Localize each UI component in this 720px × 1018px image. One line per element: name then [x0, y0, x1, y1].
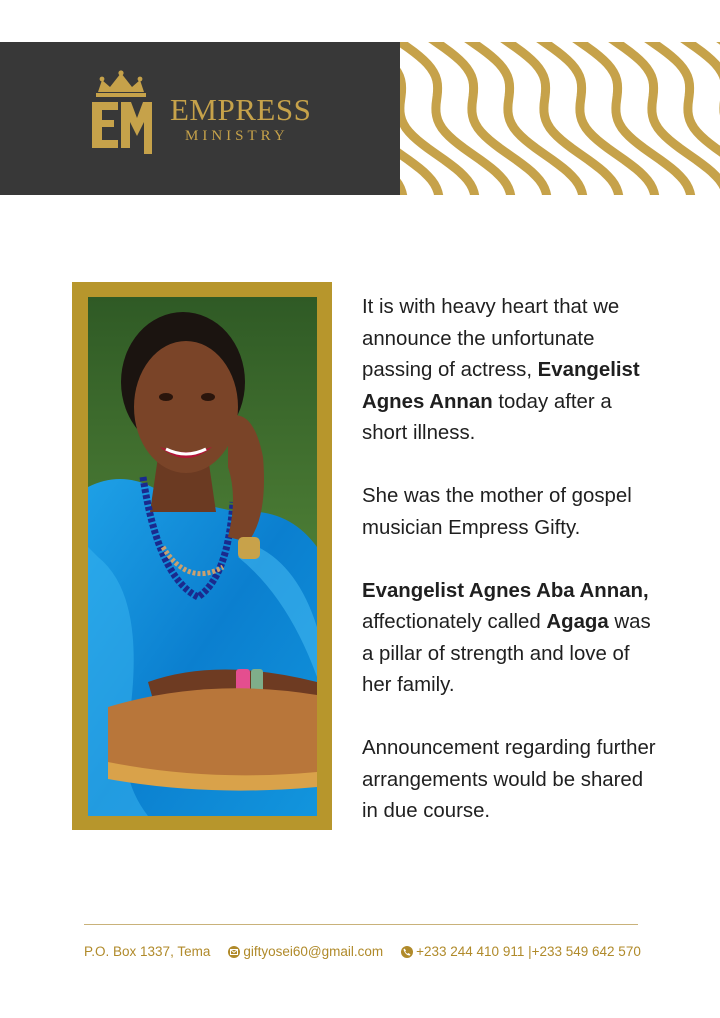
paragraph-3: Evangelist Agnes Aba Annan, affectionately called Agaga was a pillar of strength and love of her family.	[362, 579, 651, 696]
email-icon	[228, 946, 240, 958]
footer-email[interactable]: giftyosei60@gmail.com	[243, 943, 384, 959]
header-banner	[0, 42, 720, 195]
empress-logo-icon	[88, 70, 154, 156]
brand-subtitle: MINISTRY	[185, 128, 289, 144]
footer-divider	[84, 924, 638, 925]
portrait-photo	[88, 297, 317, 816]
footer-address: P.O. Box 1337, Tema	[84, 943, 211, 959]
brand-name: EMPRESS	[170, 92, 312, 127]
announcement-text	[362, 292, 662, 859]
header-brand-panel	[0, 42, 400, 195]
paragraph-2: She was the mother of gospel musician Empress Gifty.	[362, 485, 632, 539]
phone-icon	[401, 946, 413, 958]
footer-phones[interactable]: +233 244 410 911 |+233 549 642 570	[416, 943, 641, 959]
wave-pattern-graphic	[400, 42, 720, 195]
paragraph-1: It is with heavy heart that we announce the unfortunate passing of actress, Evangelist Agnes Annan today after a short illness.	[362, 296, 640, 444]
footer-contact	[84, 941, 641, 961]
paragraph-4: Announcement regarding further arrangements would be shared in due course.	[362, 737, 656, 822]
header-wave-pattern	[400, 42, 720, 195]
